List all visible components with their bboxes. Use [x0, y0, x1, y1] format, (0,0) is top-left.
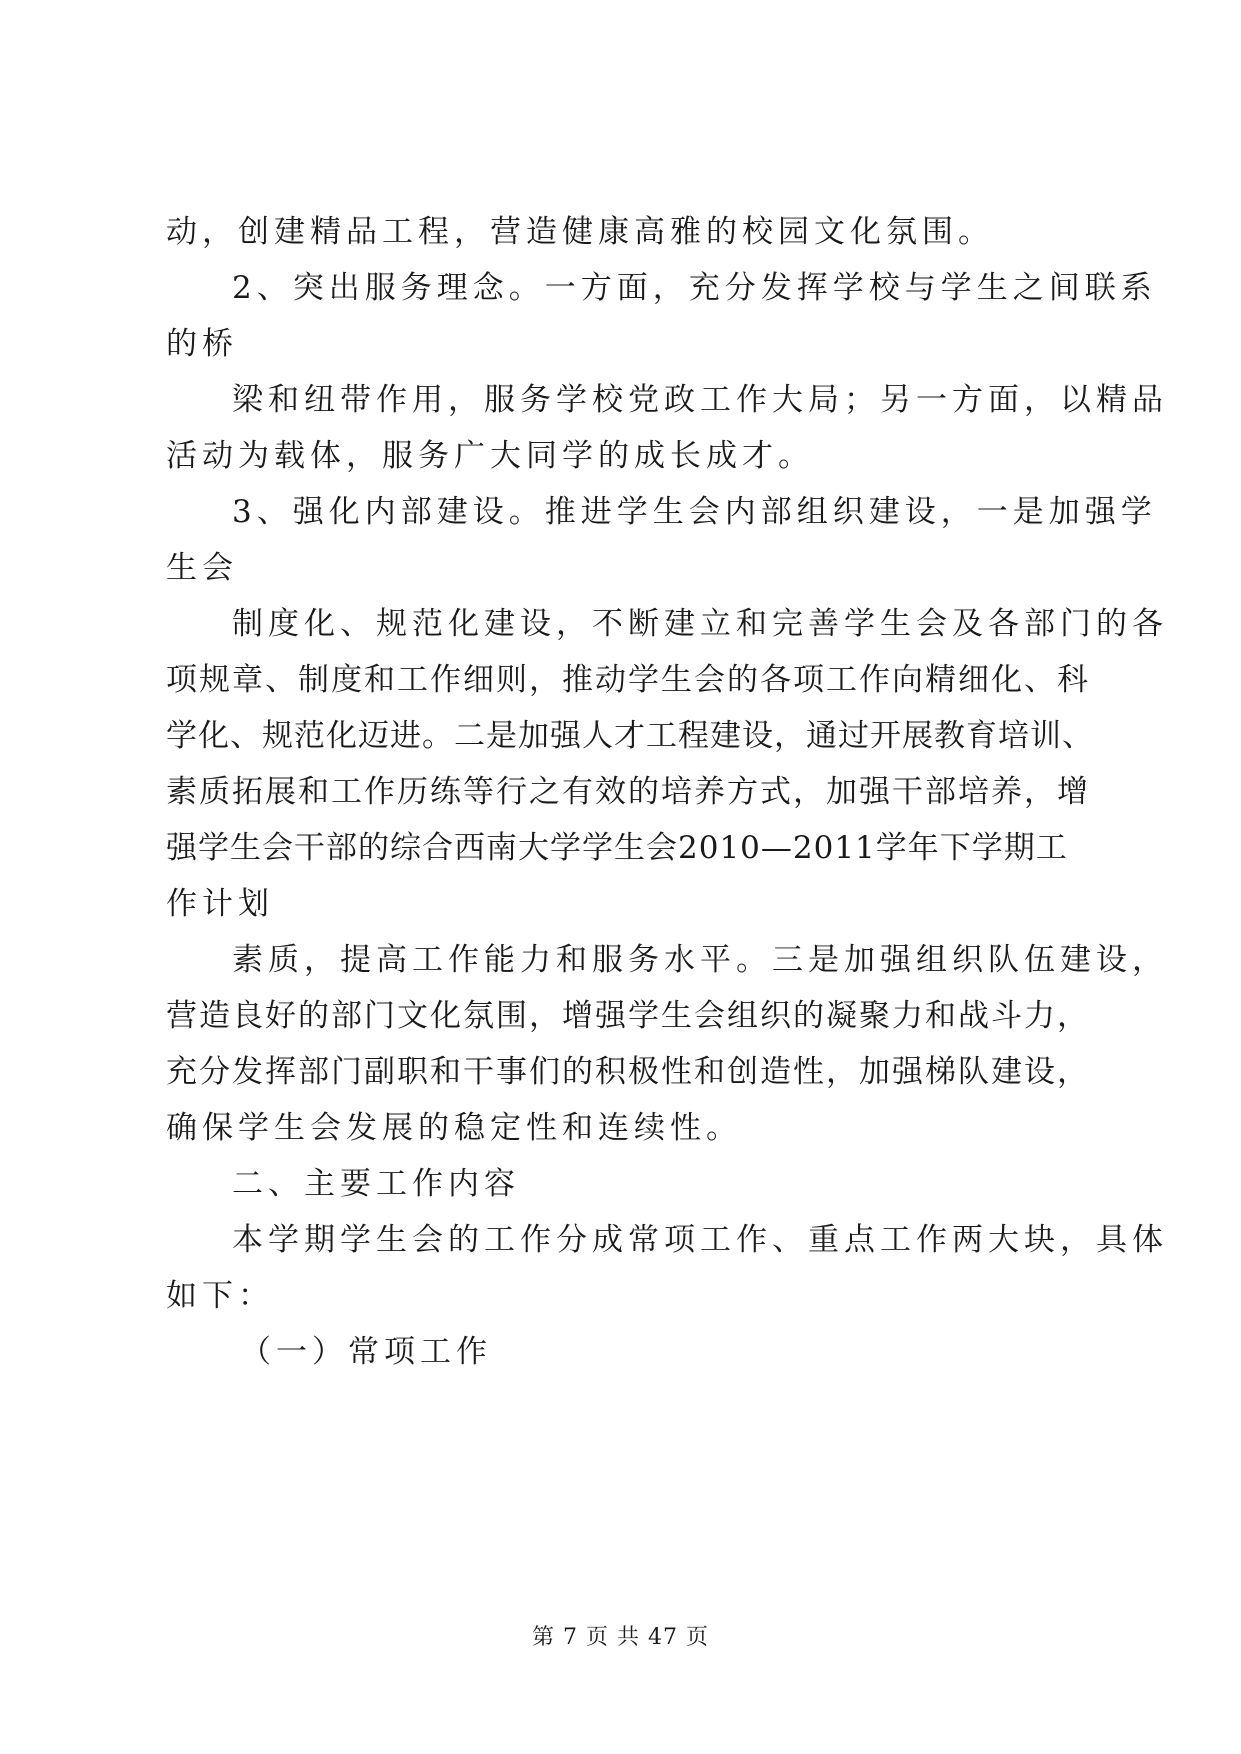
- text-line: 本学期学生会的工作分成常项工作、重点工作两大块，具体: [232, 1222, 1168, 1258]
- text-line: 动，创建精品工程，营造健康高雅的校园文化氛围。: [166, 214, 994, 250]
- text-line: 素质，提高工作能力和服务水平。三是加强组织队伍建设，: [232, 942, 1168, 978]
- text-line: 素质拓展和工作历练等行之有效的培养方式，加强干部培养，增: [166, 774, 1090, 810]
- text-line: 的桥: [166, 326, 238, 362]
- text-line: 如下：: [166, 1278, 274, 1314]
- text-line: 学化、规范化迈进。二是加强人才工程建设，通过开展教育培训、: [166, 718, 1094, 754]
- text-line: 作计划: [166, 886, 274, 922]
- text-line: 营造良好的部门文化氛围，增强学生会组织的凝聚力和战斗力，: [166, 998, 1090, 1034]
- text-line: 强学生会干部的综合西南大学学生会2010—2011学年下学期工: [166, 830, 1068, 866]
- text-line: 项规章、制度和工作细则，推动学生会的各项工作向精细化、科: [166, 662, 1090, 698]
- text-line: 3、强化内部建设。推进学生会内部组织建设，一是加强学: [232, 494, 1157, 530]
- text-line: 梁和纽带作用，服务学校党政工作大局；另一方面，以精品: [232, 382, 1168, 418]
- section-heading: 二、主要工作内容: [232, 1166, 520, 1202]
- text-line: 2、突出服务理念。一方面，充分发挥学校与学生之间联系: [232, 270, 1157, 306]
- text-line: 生会: [166, 550, 238, 586]
- text-line: 确保学生会发展的稳定性和连续性。: [166, 1110, 742, 1146]
- text-line: 制度化、规范化建设，不断建立和完善学生会及各部门的各: [232, 606, 1168, 642]
- text-line: 充分发挥部门副职和干事们的积极性和创造性，加强梯队建设，: [166, 1054, 1090, 1090]
- subsection-heading: （一）常项工作: [240, 1334, 492, 1370]
- page-number-footer: 第 7 页 共 47 页: [532, 1625, 709, 1650]
- text-line: 活动为载体，服务广大同学的成长成才。: [166, 438, 814, 474]
